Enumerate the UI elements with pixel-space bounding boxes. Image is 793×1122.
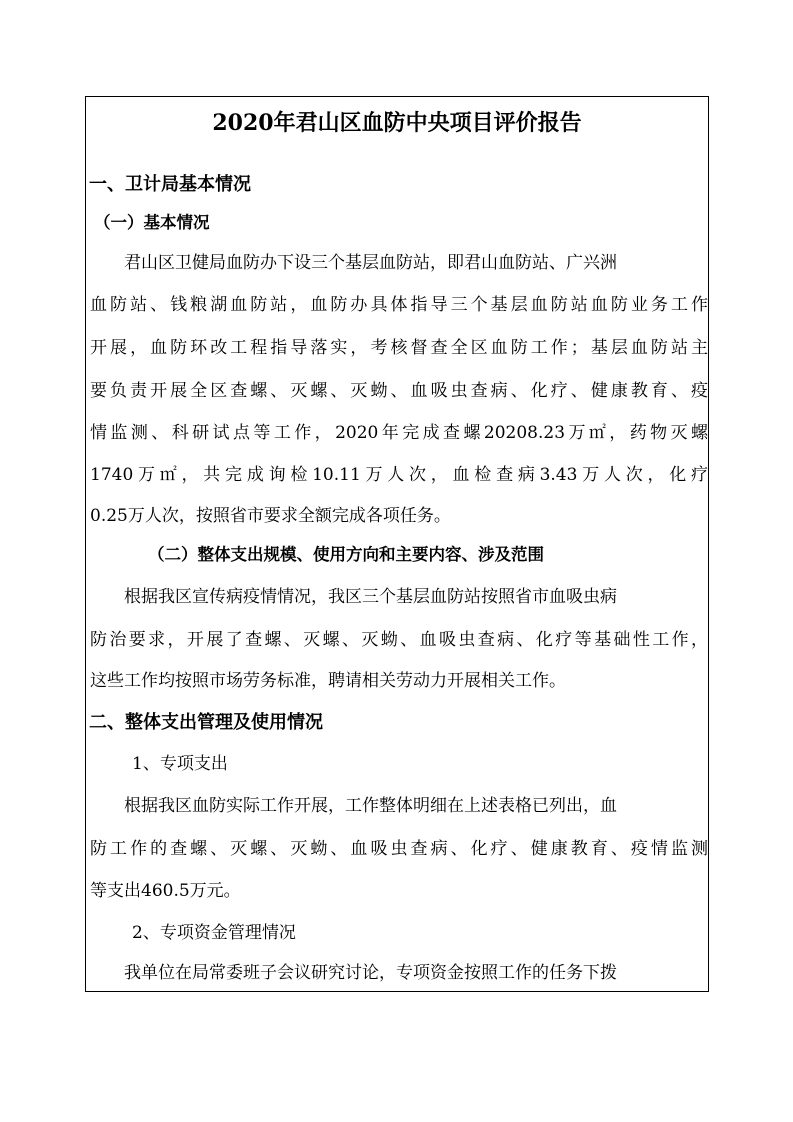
- paragraph-line: 开展，血防环改工程指导落实，考核督查全区血防工作；基层血防站主: [90, 338, 708, 358]
- page-title: 2020年君山区血防中央项目评价报告: [212, 110, 582, 136]
- report-frame: [85, 96, 709, 992]
- paragraph-line: 情监测、科研试点等工作，2020年完成查螺20208.23万㎡，药物灭螺: [90, 423, 708, 443]
- paragraph-line: 防治要求，开展了查螺、灭螺、灭蚴、血吸虫查病、化疗等基础性工作，: [90, 630, 708, 650]
- paragraph-line: 这些工作均按照市场劳务标准，聘请相关劳动力开展相关工作。: [90, 671, 566, 691]
- paragraph-line: 根据我区血防实际工作开展，工作整体明细在上述表格已列出，血: [124, 796, 617, 816]
- subsection-heading-2: （二）整体支出规模、使用方向和主要内容、涉及范围: [148, 545, 544, 564]
- paragraph-line: 防工作的查螺、灭螺、灭蚴、血吸虫查病、化疗、健康教育、疫情监测: [90, 839, 708, 859]
- subsection-heading-1: （一）基本情况: [94, 213, 210, 232]
- paragraph-line: 等支出460.5万元。: [90, 881, 241, 901]
- item-heading-2: 2、专项资金管理情况: [132, 923, 296, 943]
- section-heading-2: 二、整体支出管理及使用情况: [89, 712, 323, 733]
- paragraph-line: 要负责开展全区查螺、灭螺、灭蚴、血吸虫查病、化疗、健康教育、疫: [90, 381, 708, 401]
- paragraph-line: 根据我区宣传病疫情情况，我区三个基层血防站按照省市血吸虫病: [124, 587, 617, 607]
- paragraph-line: 君山区卫健局血防办下设三个基层血防站，即君山血防站、广兴洲: [124, 253, 617, 273]
- paragraph-line: 0.25万人次，按照省市要求全额完成各项任务。: [90, 506, 451, 526]
- paragraph-line: 血防站、钱粮湖血防站，血防办具体指导三个基层血防站血防业务工作: [90, 295, 708, 315]
- item-heading-1: 1、专项支出: [132, 754, 228, 774]
- paragraph-line: 我单位在局常委班子会议研究讨论，专项资金按照工作的任务下拨: [124, 963, 617, 983]
- paragraph-line: 1740万㎡，共完成询检10.11万人次，血检查病3.43万人次，化疗: [90, 465, 708, 485]
- section-heading-1: 一、卫计局基本情况: [89, 174, 251, 195]
